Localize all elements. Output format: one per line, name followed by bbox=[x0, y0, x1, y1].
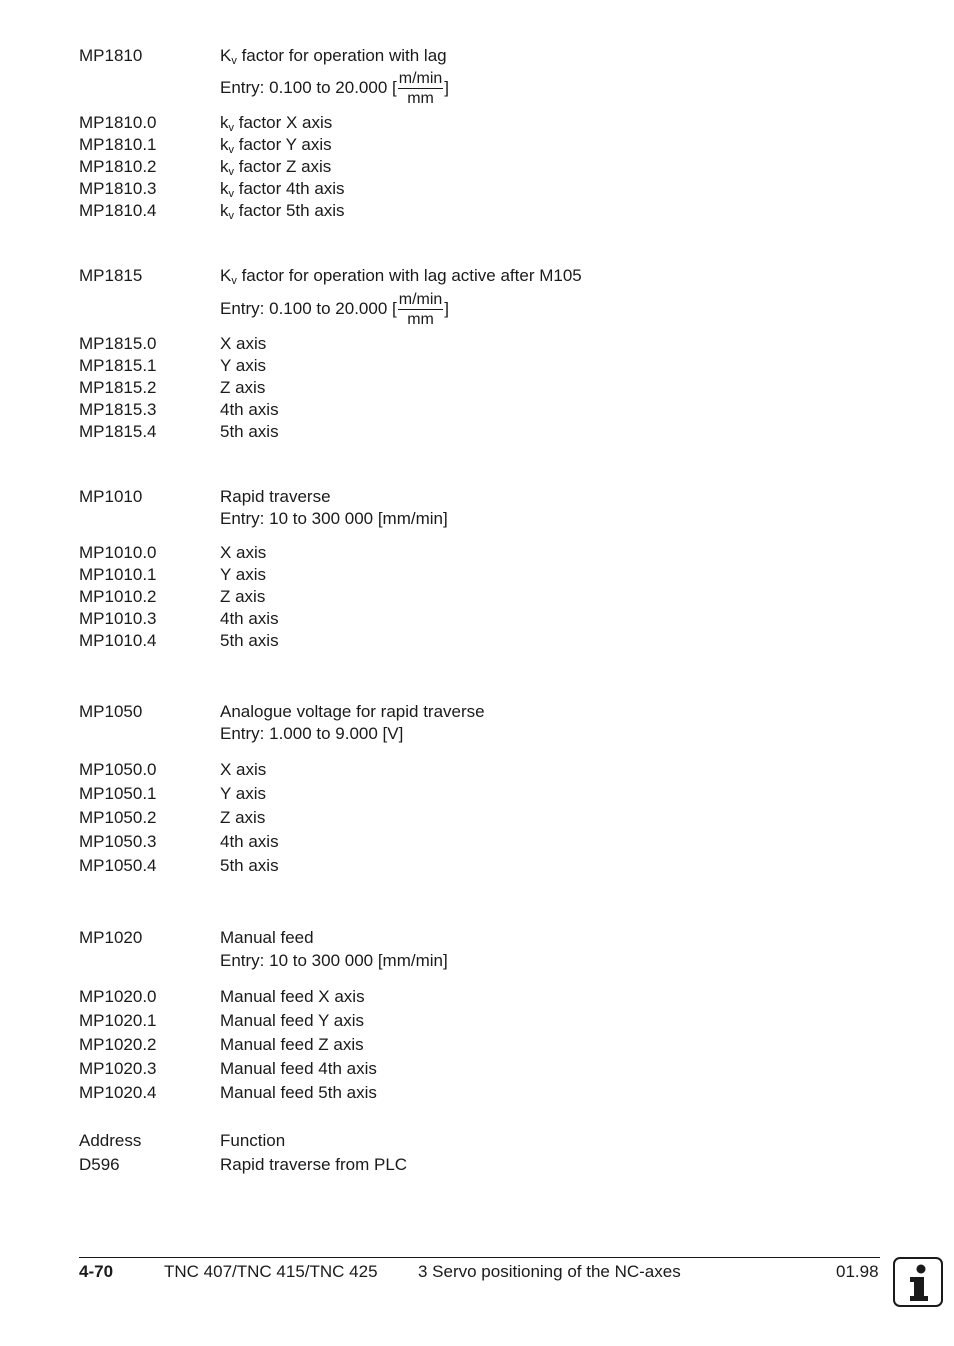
sub-param-code: MP1020.1 bbox=[79, 1011, 157, 1030]
footer-date: 01.98 bbox=[836, 1262, 879, 1281]
sub-param-code: MP1815.3 bbox=[79, 400, 157, 419]
sub-param-code: MP1020.2 bbox=[79, 1035, 157, 1054]
sub-param-code: MP1810.3 bbox=[79, 179, 157, 198]
sub-param-desc: X axis bbox=[220, 543, 267, 562]
param-title: Manual feed bbox=[220, 928, 314, 947]
address-value: D596 bbox=[79, 1155, 120, 1174]
param-title: Analogue voltage for rapid traverse bbox=[220, 702, 485, 721]
sub-param-code: MP1815.4 bbox=[79, 422, 157, 441]
sub-param-desc: $k_v$ factor Z axis bbox=[220, 157, 332, 178]
sub-param-desc: 4th axis bbox=[220, 832, 279, 851]
sub-param-desc: Y axis bbox=[220, 565, 266, 584]
param-code: MP1020 bbox=[79, 928, 143, 947]
sub-param-code: MP1050.3 bbox=[79, 832, 157, 851]
sub-param-code: MP1810.1 bbox=[79, 135, 157, 154]
function-value: Rapid traverse from PLC bbox=[220, 1155, 408, 1174]
unit-fraction: $\frac{m/\min}{mm}$ bbox=[398, 70, 443, 108]
sub-param-desc: Manual feed Y axis bbox=[220, 1011, 364, 1030]
sub-param-desc: Z axis bbox=[220, 378, 266, 397]
page-number: 4-70 bbox=[79, 1262, 114, 1281]
footer-chapter: 3 Servo positioning of the NC-axes bbox=[418, 1262, 681, 1281]
param-title: Rapid traverse bbox=[220, 487, 331, 506]
sub-param-code: MP1010.3 bbox=[79, 609, 157, 628]
sub-param-desc: 4th axis bbox=[220, 609, 279, 628]
sub-param-code: MP1020.4 bbox=[79, 1083, 157, 1102]
sub-param-desc: Manual feed X axis bbox=[220, 987, 365, 1006]
param-entry-range: Entry: 1.000 to 9.000 [V] bbox=[220, 724, 404, 743]
param-title: $K_v$ factor for operation with lag active after M105 bbox=[220, 266, 582, 287]
sub-param-code: MP1010.4 bbox=[79, 631, 157, 650]
sub-param-desc: $k_v$ factor 5th axis bbox=[220, 201, 345, 222]
sub-param-code: MP1815.0 bbox=[79, 334, 157, 353]
param-code: MP1050 bbox=[79, 702, 143, 721]
function-header: Function bbox=[220, 1131, 286, 1150]
sub-param-desc: 5th axis bbox=[220, 631, 279, 650]
sub-param-desc: 5th axis bbox=[220, 422, 279, 441]
footer-rule bbox=[79, 1257, 880, 1258]
sub-param-code: MP1810.2 bbox=[79, 157, 157, 176]
footer-product: TNC 407/TNC 415/TNC 425 bbox=[164, 1262, 378, 1281]
address-header: Address bbox=[79, 1131, 142, 1150]
sub-param-desc: Z axis bbox=[220, 587, 266, 606]
sub-param-desc: X axis bbox=[220, 760, 267, 779]
sub-param-code: MP1050.0 bbox=[79, 760, 157, 779]
sub-param-code: MP1010.1 bbox=[79, 565, 157, 584]
sub-param-desc: Manual feed 4th axis bbox=[220, 1059, 377, 1078]
param-entry-range: Entry: 10 to 300 000 [mm/min] bbox=[220, 509, 448, 528]
unit-fraction: $\frac{m/\min}{mm}$ bbox=[398, 291, 443, 329]
param-code: MP1810 bbox=[79, 46, 143, 65]
param-entry-range: Entry: 10 to 300 000 [mm/min] bbox=[220, 951, 448, 970]
sub-param-code: MP1810.0 bbox=[79, 113, 157, 132]
info-icon bbox=[893, 1257, 943, 1307]
sub-param-desc: Z axis bbox=[220, 808, 266, 827]
sub-param-code: MP1810.4 bbox=[79, 201, 157, 220]
param-entry-range: Entry: 0.100 to 20.000 [ $\frac{m/\min}{mm}$ ] bbox=[220, 70, 450, 108]
param-title: $K_v$ factor for operation with lag bbox=[220, 46, 447, 67]
sub-param-desc: $k_v$ factor Y axis bbox=[220, 135, 332, 156]
sub-param-desc: X axis bbox=[220, 334, 267, 353]
sub-param-desc: $k_v$ factor 4th axis bbox=[220, 179, 345, 200]
sub-param-code: MP1050.1 bbox=[79, 784, 157, 803]
param-code: MP1010 bbox=[79, 487, 143, 506]
sub-param-code: MP1010.0 bbox=[79, 543, 157, 562]
sub-param-desc: 4th axis bbox=[220, 400, 279, 419]
sub-param-desc: Y axis bbox=[220, 784, 266, 803]
sub-param-code: MP1815.1 bbox=[79, 356, 157, 375]
param-code: MP1815 bbox=[79, 266, 143, 285]
sub-param-desc: Manual feed Z axis bbox=[220, 1035, 364, 1054]
sub-param-desc: Manual feed 5th axis bbox=[220, 1083, 377, 1102]
param-entry-range: Entry: 0.100 to 20.000 [ $\frac{m/\min}{mm}$ ] bbox=[220, 291, 450, 329]
sub-param-code: MP1815.2 bbox=[79, 378, 157, 397]
sub-param-code: MP1020.0 bbox=[79, 987, 157, 1006]
sub-param-code: MP1010.2 bbox=[79, 587, 157, 606]
sub-param-code: MP1050.4 bbox=[79, 856, 157, 875]
sub-param-desc: $k_v$ factor X axis bbox=[220, 113, 333, 134]
sub-param-desc: Y axis bbox=[220, 356, 266, 375]
sub-param-code: MP1020.3 bbox=[79, 1059, 157, 1078]
sub-param-code: MP1050.2 bbox=[79, 808, 157, 827]
sub-param-desc: 5th axis bbox=[220, 856, 279, 875]
